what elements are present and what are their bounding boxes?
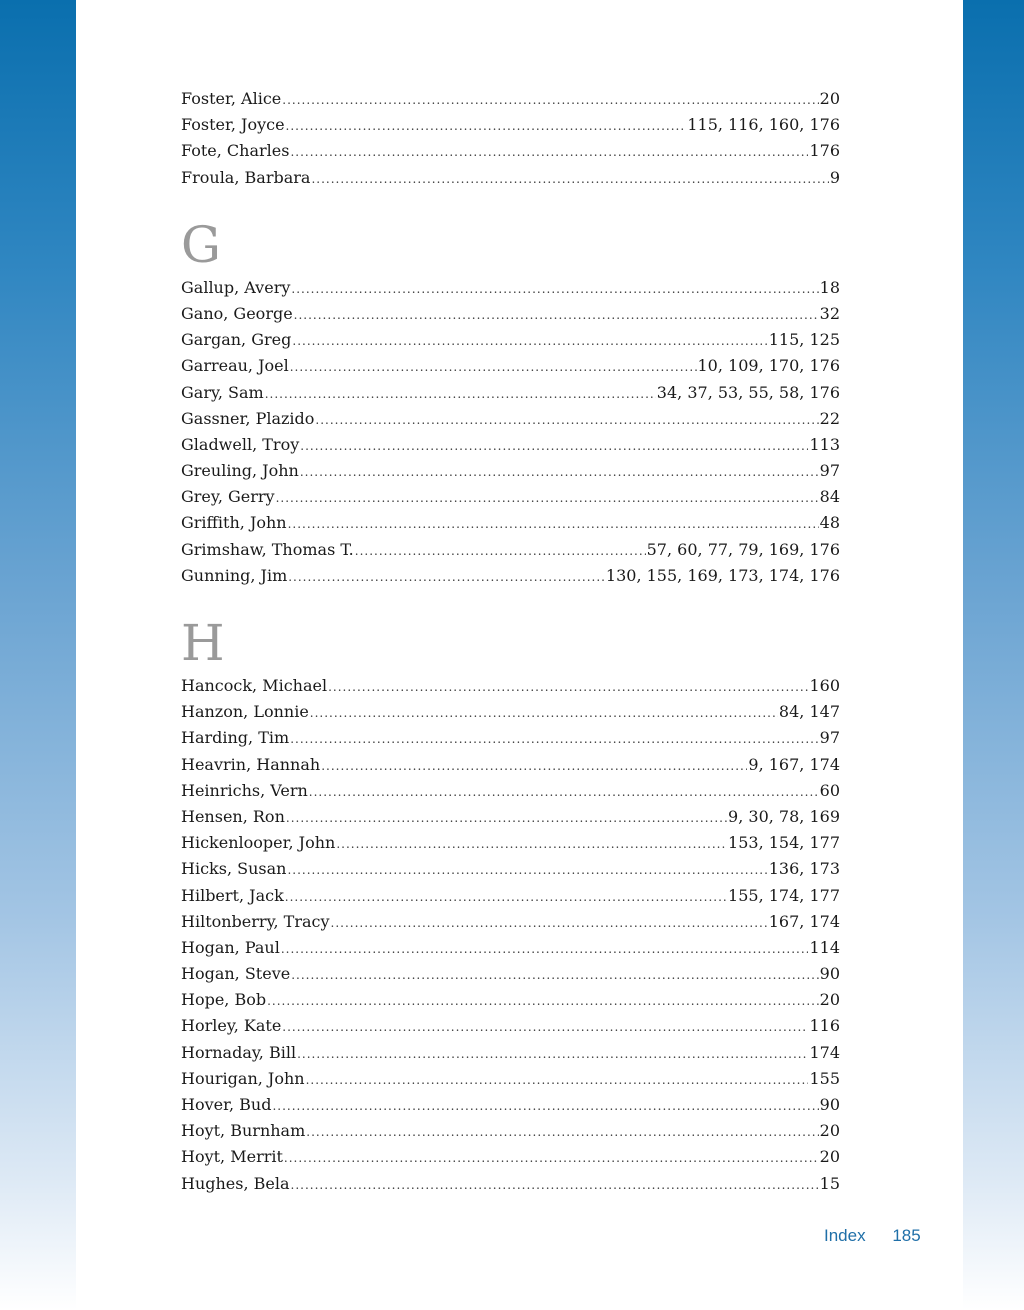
- dot-leader: [321, 753, 747, 779]
- entry-name: Fote, Charles: [181, 141, 290, 161]
- index-entry: [181, 752, 840, 778]
- dot-leader: [297, 1041, 808, 1067]
- entry-name: Foster, Alice: [181, 89, 282, 108]
- index-entry: [181, 804, 840, 830]
- entry-pages: 48: [819, 513, 840, 533]
- entry-pages: 115, 116, 160, 176: [687, 115, 840, 135]
- index-letter-heading: H: [181, 614, 225, 672]
- entry-pages: 167, 174: [768, 911, 840, 931]
- entry-pages: 97: [819, 728, 840, 748]
- left-gradient-bar: [0, 0, 76, 1310]
- dot-leader: [287, 857, 767, 883]
- index-entry: [181, 699, 840, 725]
- dot-leader: [355, 538, 646, 564]
- index-entry: [181, 380, 840, 406]
- dot-leader: [267, 988, 819, 1014]
- entry-name: Hanzon, Lonnie: [181, 702, 309, 722]
- entry-name: Hogan, Paul: [181, 937, 280, 957]
- entry-pages: 22: [819, 408, 840, 428]
- index-entry: [181, 1066, 840, 1092]
- entry-pages: 9, 167, 174: [748, 754, 840, 774]
- entry-pages: 15: [819, 1173, 840, 1193]
- index-entry: [181, 406, 840, 432]
- entry-name: Hensen, Ron: [181, 806, 285, 826]
- dot-leader: [288, 511, 819, 537]
- entry-pages: 155: [809, 1068, 840, 1088]
- dot-leader: [272, 1093, 818, 1119]
- entry-pages: 20: [819, 89, 840, 108]
- index-entry: [181, 1013, 840, 1039]
- dot-leader: [290, 354, 697, 380]
- page-footer: [824, 1226, 921, 1246]
- entry-name: Garreau, Joel: [181, 356, 289, 376]
- entry-pages: 20: [819, 1147, 840, 1167]
- entry-pages: 153, 154, 177: [728, 833, 840, 853]
- dot-leader: [282, 1014, 808, 1040]
- entry-name: Heavrin, Hannah: [181, 754, 321, 774]
- entry-name: Greuling, John: [181, 461, 299, 481]
- index-entry: [181, 563, 840, 589]
- entry-name: Griffith, John: [181, 513, 287, 533]
- entry-name: Hornaday, Bill: [181, 1042, 297, 1062]
- entry-name: Harding, Tim: [181, 728, 290, 748]
- index-entry: [181, 484, 840, 510]
- dot-leader: [315, 407, 818, 433]
- dot-leader: [286, 805, 727, 831]
- index-entry: [181, 673, 840, 699]
- index-entry: [181, 961, 840, 987]
- entry-name: Gano, George: [181, 303, 293, 323]
- entry-name: Hoyt, Burnham: [181, 1121, 306, 1141]
- index-entry: [181, 112, 840, 138]
- entry-pages: 20: [819, 1121, 840, 1141]
- dot-leader: [311, 166, 828, 192]
- dot-leader: [282, 87, 818, 113]
- entry-pages: 116: [809, 1016, 840, 1036]
- entry-name: Gallup, Avery: [181, 277, 291, 297]
- entry-pages: 9, 30, 78, 169: [728, 806, 840, 826]
- entry-name: Hope, Bob: [181, 990, 267, 1010]
- entry-pages: 60: [819, 780, 840, 800]
- index-letter-heading: G: [181, 215, 221, 274]
- dot-leader: [281, 936, 809, 962]
- entry-name: Grey, Gerry: [181, 487, 275, 507]
- entry-name: Gunning, Jim: [181, 565, 288, 585]
- index-entry: [181, 856, 840, 882]
- dot-leader: [294, 302, 819, 328]
- entry-name: Hoyt, Merrit: [181, 1147, 283, 1167]
- entry-pages: 20: [819, 990, 840, 1010]
- dot-leader: [328, 674, 808, 700]
- entry-name: Froula, Barbara: [181, 167, 311, 187]
- dot-leader: [286, 113, 687, 139]
- index-entry: [181, 1171, 840, 1197]
- dot-leader: [288, 564, 605, 590]
- entry-pages: 9: [829, 167, 840, 187]
- entry-pages: 32: [819, 303, 840, 323]
- dot-leader: [331, 910, 768, 936]
- index-entry: [181, 883, 840, 909]
- index-entry: [181, 830, 840, 856]
- index-entry: [181, 275, 840, 301]
- dot-leader: [291, 276, 818, 302]
- entry-pages: 155, 174, 177: [728, 885, 840, 905]
- entry-name: Gassner, Plazido: [181, 408, 315, 428]
- entry-pages: 97: [819, 461, 840, 481]
- entry-name: Grimshaw, Thomas T.: [181, 539, 354, 559]
- dot-leader: [285, 884, 727, 910]
- dot-leader: [309, 779, 819, 805]
- entry-name: Horley, Kate: [181, 1016, 282, 1036]
- dot-leader: [265, 381, 656, 407]
- entry-pages: 84: [819, 487, 840, 507]
- index-entry: [181, 165, 840, 191]
- index-entry: [181, 725, 840, 751]
- entry-pages: 57, 60, 77, 79, 169, 176: [646, 539, 840, 559]
- index-content: [181, 86, 840, 1197]
- dot-leader: [291, 1172, 819, 1198]
- entry-name: Hickenlooper, John: [181, 833, 336, 853]
- entry-name: Hicks, Susan: [181, 859, 287, 879]
- dot-leader: [306, 1067, 809, 1093]
- dot-leader: [300, 433, 808, 459]
- entry-name: Foster, Joyce: [181, 115, 285, 135]
- footer-page-number: 185: [892, 1226, 921, 1245]
- entry-pages: 10, 109, 170, 176: [697, 356, 840, 376]
- entry-pages: 113: [809, 434, 840, 454]
- dot-leader: [291, 962, 818, 988]
- entry-pages: 114: [809, 937, 840, 957]
- dot-leader: [290, 726, 818, 752]
- entry-pages: 18: [819, 277, 840, 297]
- dot-leader: [290, 139, 808, 165]
- index-entry: [181, 353, 840, 379]
- entry-name: Hughes, Bela: [181, 1173, 290, 1193]
- entry-name: Hilbert, Jack: [181, 885, 284, 905]
- entry-pages: 160: [809, 676, 840, 695]
- entry-name: Hiltonberry, Tracy: [181, 911, 330, 931]
- entry-name: Gladwell, Troy: [181, 434, 300, 454]
- dot-leader: [336, 831, 727, 857]
- index-entry: [181, 327, 840, 353]
- entry-pages: 174: [809, 1042, 840, 1062]
- entry-name: Gary, Sam: [181, 382, 264, 402]
- entry-pages: 90: [819, 964, 840, 984]
- index-entry: [181, 909, 840, 935]
- entry-name: Hogan, Steve: [181, 964, 291, 984]
- index-entry: [181, 537, 840, 563]
- entry-pages: 84, 147: [778, 702, 840, 722]
- dot-leader: [310, 700, 778, 726]
- dot-leader: [306, 1119, 818, 1145]
- entry-pages: 34, 37, 53, 55, 58, 176: [656, 382, 840, 402]
- footer-section-label: Index: [824, 1226, 866, 1245]
- entry-pages: 115, 125: [768, 330, 840, 350]
- entry-pages: 176: [809, 141, 840, 161]
- index-entry: [181, 1040, 840, 1066]
- dot-leader: [276, 485, 819, 511]
- right-gradient-bar: [963, 0, 1024, 1310]
- index-entry: [181, 778, 840, 804]
- index-entry: [181, 1144, 840, 1170]
- index-entry: [181, 138, 840, 164]
- dot-leader: [284, 1145, 819, 1171]
- index-entry: [181, 86, 840, 112]
- entry-name: Gargan, Greg: [181, 330, 292, 350]
- entry-pages: 90: [819, 1095, 840, 1114]
- entry-name: Hourigan, John: [181, 1068, 305, 1088]
- entry-name: Heinrichs, Vern: [181, 780, 308, 800]
- index-entry: [181, 432, 840, 458]
- dot-leader: [300, 459, 819, 485]
- index-entry: [181, 510, 840, 536]
- dot-leader: [292, 328, 767, 354]
- index-entry: [181, 987, 840, 1013]
- entry-name: Hover, Bud: [181, 1095, 272, 1114]
- index-entry: [181, 935, 840, 961]
- entry-pages: 130, 155, 169, 173, 174, 176: [605, 565, 840, 585]
- entry-pages: 136, 173: [768, 859, 840, 879]
- index-entry: [181, 1092, 840, 1118]
- index-entry: [181, 458, 840, 484]
- index-entry: [181, 301, 840, 327]
- index-entry: [181, 1118, 840, 1144]
- entry-name: Hancock, Michael: [181, 676, 328, 695]
